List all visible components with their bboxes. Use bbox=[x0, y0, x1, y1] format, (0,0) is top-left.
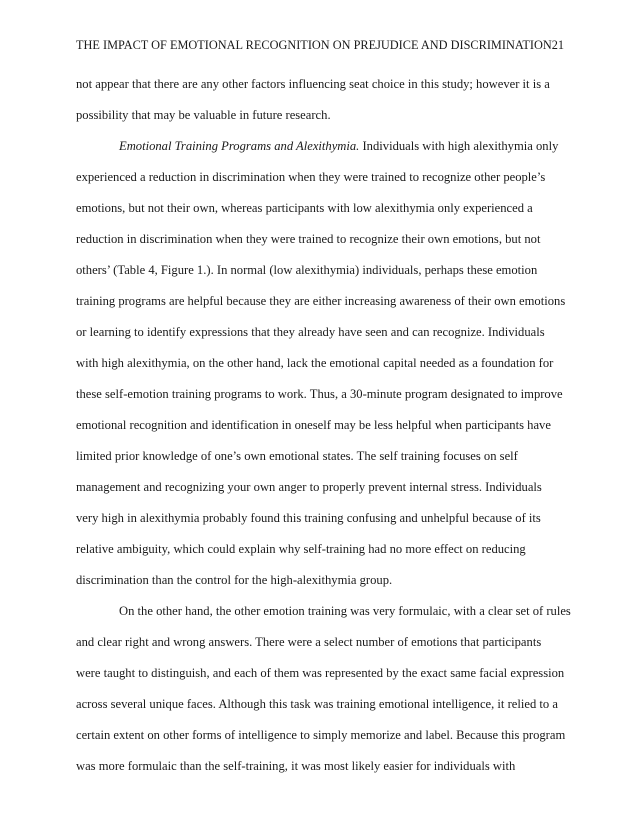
text-line: or learning to identify expressions that they already have seen and can recognize. Individuals bbox=[76, 325, 545, 339]
text-line: certain extent on other forms of intelligence to simply memorize and label. Because this program bbox=[76, 728, 566, 742]
text-line: very high in alexithymia probably found this training confusing and unhelpful because of its bbox=[76, 511, 541, 525]
text-line: others’ (Table 4, Figure 1.). In normal (low alexithymia) individuals, perhaps these emotion bbox=[76, 263, 538, 277]
text-line: training programs are helpful because they are either increasing awareness of their own emotions bbox=[76, 294, 566, 308]
body-text bbox=[76, 69, 571, 782]
text-line: with high alexithymia, on the other hand, lack the emotional capital needed as a foundation for bbox=[76, 356, 554, 370]
text-line: discrimination than the control for the high-alexithymia group. bbox=[76, 573, 393, 587]
text-line: emotional recognition and identification in oneself may be less helpful when participants have bbox=[76, 418, 551, 432]
text-line: possibility that may be valuable in future research. bbox=[76, 108, 331, 122]
text-line: were taught to distinguish, and each of them was represented by the exact same facial expression bbox=[76, 666, 565, 680]
subheading-line bbox=[76, 131, 564, 162]
text-line: experienced a reduction in discrimination when they were trained to recognize other people’s bbox=[76, 170, 546, 184]
running-title: THE IMPACT OF EMOTIONAL RECOGNITION ON PREJUDICE AND DISCRIMINATION bbox=[76, 38, 552, 52]
text-line: these self-emotion training programs to work. Thus, a 30-minute program designated to improve bbox=[76, 387, 563, 401]
text-line: not appear that there are any other factors influencing seat choice in this study; however it is a bbox=[76, 77, 550, 91]
text-line: and clear right and wrong answers. There were a select number of emotions that participants bbox=[76, 635, 542, 649]
text-line: limited prior knowledge of one’s own emotional states. The self training focuses on self bbox=[76, 449, 518, 463]
text-line: relative ambiguity, which could explain why self-training had no more effect on reducing bbox=[76, 542, 526, 556]
text-line: emotions, but not their own, whereas participants with low alexithymia only experienced a bbox=[76, 201, 533, 215]
page-number: 21 bbox=[551, 38, 564, 52]
text-line: management and recognizing your own anger to properly prevent internal stress. Individuals bbox=[76, 480, 542, 494]
paragraph-first-line: On the other hand, the other emotion training was very formulaic, with a clear set of rules bbox=[119, 604, 571, 618]
section-subheading: Emotional Training Programs and Alexithymia. bbox=[119, 139, 360, 153]
text-line: was more formulaic than the self-training, it was most likely easier for individuals with bbox=[76, 759, 516, 773]
subheading-continuation: Individuals with high alexithymia only bbox=[359, 139, 559, 153]
text-line: reduction in discrimination when they were trained to recognize their own emotions, but not bbox=[76, 232, 541, 246]
text-line: across several unique faces. Although this task was training emotional intelligence, it relied to a bbox=[76, 697, 558, 711]
